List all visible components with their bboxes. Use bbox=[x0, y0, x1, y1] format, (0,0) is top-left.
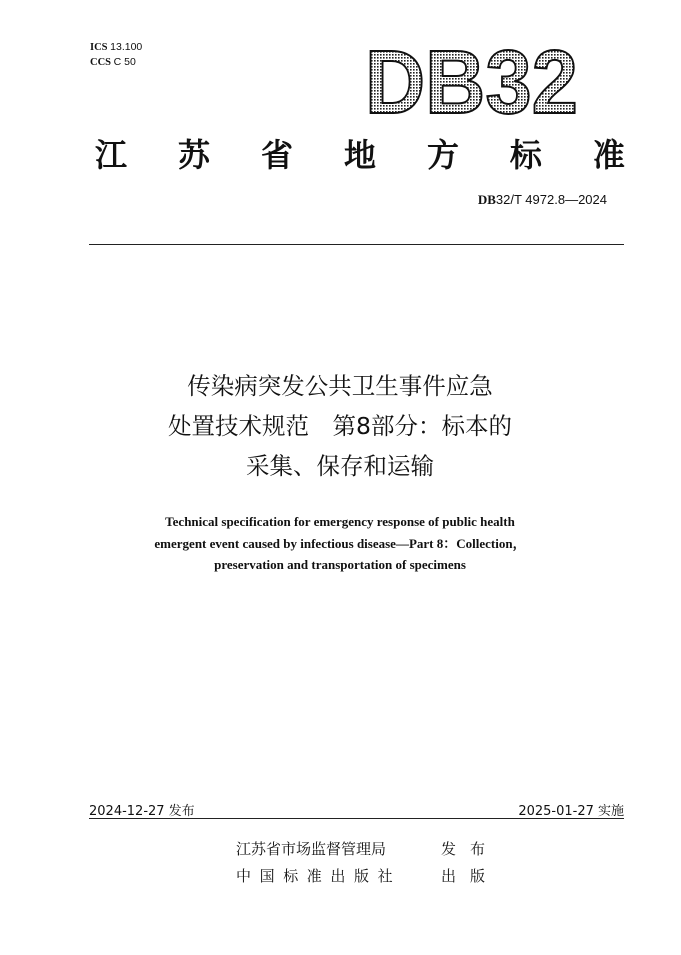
title-cn-line: 处置技术规范 第8部分：标本的 bbox=[168, 412, 512, 440]
ics-value: 13.100 bbox=[110, 41, 143, 53]
publisher-role: 出版 bbox=[441, 867, 500, 885]
ccs-code bbox=[90, 55, 142, 70]
title-chinese bbox=[60, 366, 620, 486]
release-date: 2024-12-27 发布 bbox=[89, 804, 195, 819]
publisher-role: 发布 bbox=[441, 840, 500, 858]
province-char: 省 bbox=[260, 136, 293, 174]
ccs-label: CCS bbox=[90, 57, 112, 68]
province-char: 方 bbox=[426, 136, 459, 174]
standard-number-value: 32/T 4972.8—2024 bbox=[495, 192, 607, 207]
header-divider bbox=[89, 244, 624, 245]
standard-prefix: DB bbox=[477, 192, 496, 207]
province-standard-heading bbox=[95, 130, 625, 176]
ics-label: ICS bbox=[90, 42, 108, 53]
ccs-value: C 50 bbox=[113, 56, 136, 68]
logo-text: DB32 bbox=[365, 42, 578, 117]
title-en-line: Technical specification for emergency response of public health bbox=[165, 514, 515, 529]
implement-date: 2025-01-27 实施 bbox=[518, 804, 624, 819]
footer-divider bbox=[89, 818, 624, 819]
province-char: 苏 bbox=[177, 136, 210, 174]
publisher-name: 中国标准出版社 bbox=[236, 867, 402, 885]
publisher-row bbox=[236, 836, 499, 863]
title-cn-line: 传染病突发公共卫生事件应急 bbox=[187, 372, 493, 400]
title-en-line: preservation and transportation of specimens bbox=[214, 557, 466, 572]
province-char: 地 bbox=[343, 136, 376, 174]
title-cn-line: 采集、保存和运输 bbox=[246, 452, 434, 480]
province-char: 标 bbox=[509, 136, 542, 174]
standard-number bbox=[478, 192, 607, 208]
classification-codes bbox=[90, 40, 142, 70]
title-english bbox=[60, 511, 620, 576]
province-char: 江 bbox=[95, 136, 128, 174]
dates-row bbox=[89, 800, 624, 819]
publishers bbox=[236, 836, 499, 890]
title-en-line: emergent event caused by infectious disease—Part 8：Collection， bbox=[154, 535, 526, 551]
ics-code bbox=[90, 40, 142, 55]
publisher-row bbox=[236, 863, 499, 890]
publisher-name: 江苏省市场监督管理局 bbox=[236, 840, 387, 858]
db32-logo bbox=[365, 42, 580, 117]
province-char: 准 bbox=[592, 136, 625, 174]
